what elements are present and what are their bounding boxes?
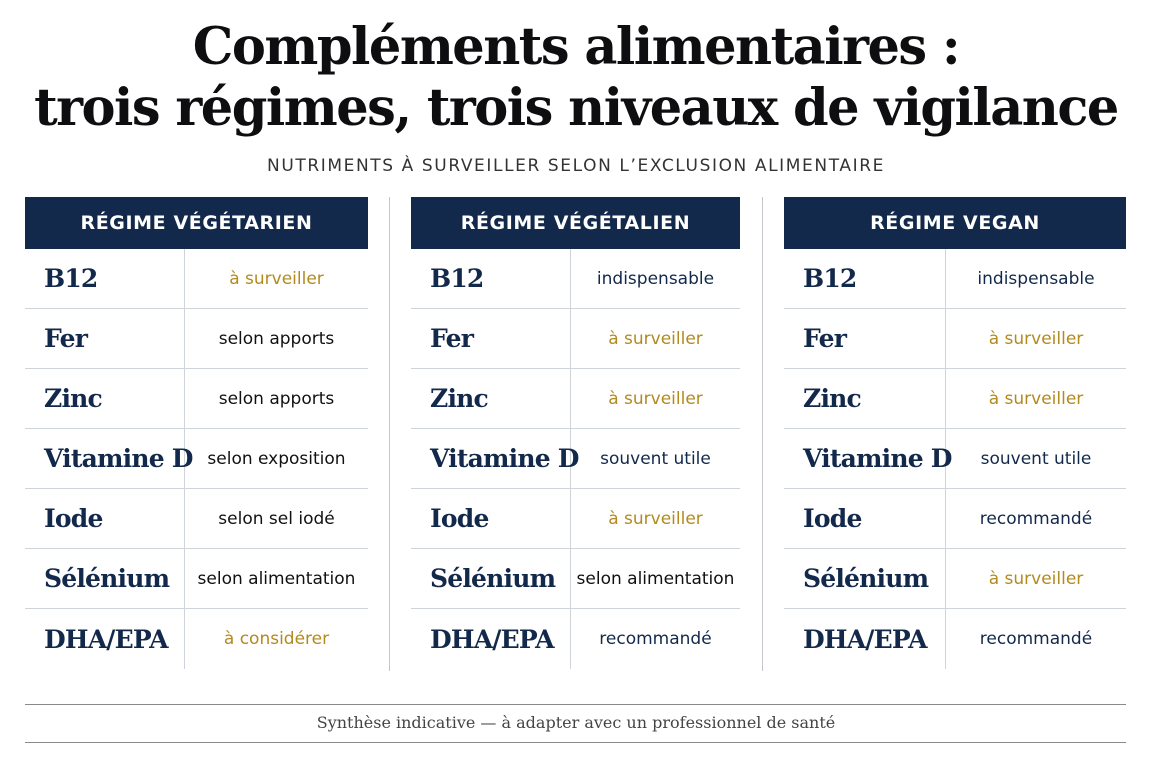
table-row xyxy=(784,549,1126,609)
status-label: à surveiller xyxy=(988,568,1084,589)
status-label: à considérer xyxy=(223,629,330,649)
nutrient-name: Zinc xyxy=(803,384,861,413)
nutrient-name: B12 xyxy=(44,264,98,293)
nutrient-name: Fer xyxy=(44,324,88,353)
nutrient-name: DHA/EPA xyxy=(430,624,554,654)
table-row xyxy=(25,249,368,309)
status-label: à surveiller xyxy=(988,388,1084,409)
status-label: à surveiller xyxy=(608,508,703,529)
table-row xyxy=(784,489,1126,549)
nutrient-name: Zinc xyxy=(430,384,488,413)
status-label: à surveiller xyxy=(608,328,703,349)
column-header-vegetarien: RÉGIME VÉGÉTARIEN xyxy=(25,197,368,249)
table-row xyxy=(25,549,368,609)
page-title-line-2: trois régimes, trois niveaux de vigilance xyxy=(34,78,1118,138)
status-label: à surveiller xyxy=(988,328,1084,349)
page-title-line-1: Compléments alimentaires : xyxy=(192,17,960,77)
nutrient-name: Vitamine D xyxy=(803,444,952,473)
column-header-vegan: RÉGIME VEGAN xyxy=(784,197,1126,249)
table-row xyxy=(25,429,368,489)
table-row xyxy=(411,489,740,549)
nutrient-name: Iode xyxy=(803,504,862,533)
nutrient-name: Sélénium xyxy=(44,564,170,593)
nutrient-name: Vitamine D xyxy=(430,444,579,473)
column-vegetarien xyxy=(25,197,368,669)
table-row xyxy=(784,249,1126,309)
status-label: souvent utile xyxy=(980,448,1092,469)
status-label: selon sel iodé xyxy=(218,508,335,529)
status-label: recommandé xyxy=(599,629,712,649)
footnote-rule-bottom xyxy=(25,742,1126,743)
nutrient-name: Sélénium xyxy=(430,564,556,593)
nutrient-name: Sélénium xyxy=(803,564,929,593)
status-label: souvent utile xyxy=(600,448,711,469)
status-label: indispensable xyxy=(977,268,1095,289)
table-row xyxy=(411,549,740,609)
table-row xyxy=(25,489,368,549)
page-subtitle: NUTRIMENTS À SURVEILLER SELON L’EXCLUSION ALIMENTAIRE xyxy=(267,156,885,176)
status-label: indispensable xyxy=(596,268,715,289)
status-label: recommandé xyxy=(979,508,1093,529)
column-vegetalien xyxy=(411,197,740,669)
nutrient-name: Iode xyxy=(430,504,489,533)
table-row xyxy=(411,249,740,309)
table-row xyxy=(784,369,1126,429)
status-label: selon apports xyxy=(218,388,335,409)
table-row xyxy=(411,429,740,489)
nutrient-name: Fer xyxy=(430,324,474,353)
column-vegan xyxy=(784,197,1126,669)
table-row xyxy=(411,369,740,429)
nutrient-name: DHA/EPA xyxy=(44,624,168,654)
column-header-vegetalien: RÉGIME VÉGÉTALIEN xyxy=(411,197,740,249)
table-row xyxy=(25,369,368,429)
nutrient-name: Zinc xyxy=(44,384,102,413)
nutrient-name: B12 xyxy=(803,264,857,293)
table-row xyxy=(25,609,368,669)
nutrient-name: Vitamine D xyxy=(44,444,193,473)
table-row xyxy=(784,309,1126,369)
status-label: selon alimentation xyxy=(197,568,356,589)
column-divider xyxy=(389,197,390,671)
status-label: selon apports xyxy=(218,328,335,349)
table-row xyxy=(411,609,740,669)
status-label: à surveiller xyxy=(229,268,324,289)
status-label: selon exposition xyxy=(207,448,346,469)
nutrient-name: Fer xyxy=(803,324,847,353)
table-row xyxy=(784,609,1126,669)
nutrient-name: Iode xyxy=(44,504,103,533)
footnote-rule-top xyxy=(25,704,1126,705)
column-divider xyxy=(762,197,763,671)
nutrient-name: DHA/EPA xyxy=(803,624,927,654)
table-row xyxy=(411,309,740,369)
table-row xyxy=(25,309,368,369)
table-row xyxy=(784,429,1126,489)
status-label: recommandé xyxy=(979,629,1093,649)
status-label: à surveiller xyxy=(608,388,703,409)
status-label: selon alimentation xyxy=(576,568,735,589)
nutrient-name: B12 xyxy=(430,264,484,293)
footnote: Synthèse indicative — à adapter avec un professionnel de santé xyxy=(316,713,836,732)
